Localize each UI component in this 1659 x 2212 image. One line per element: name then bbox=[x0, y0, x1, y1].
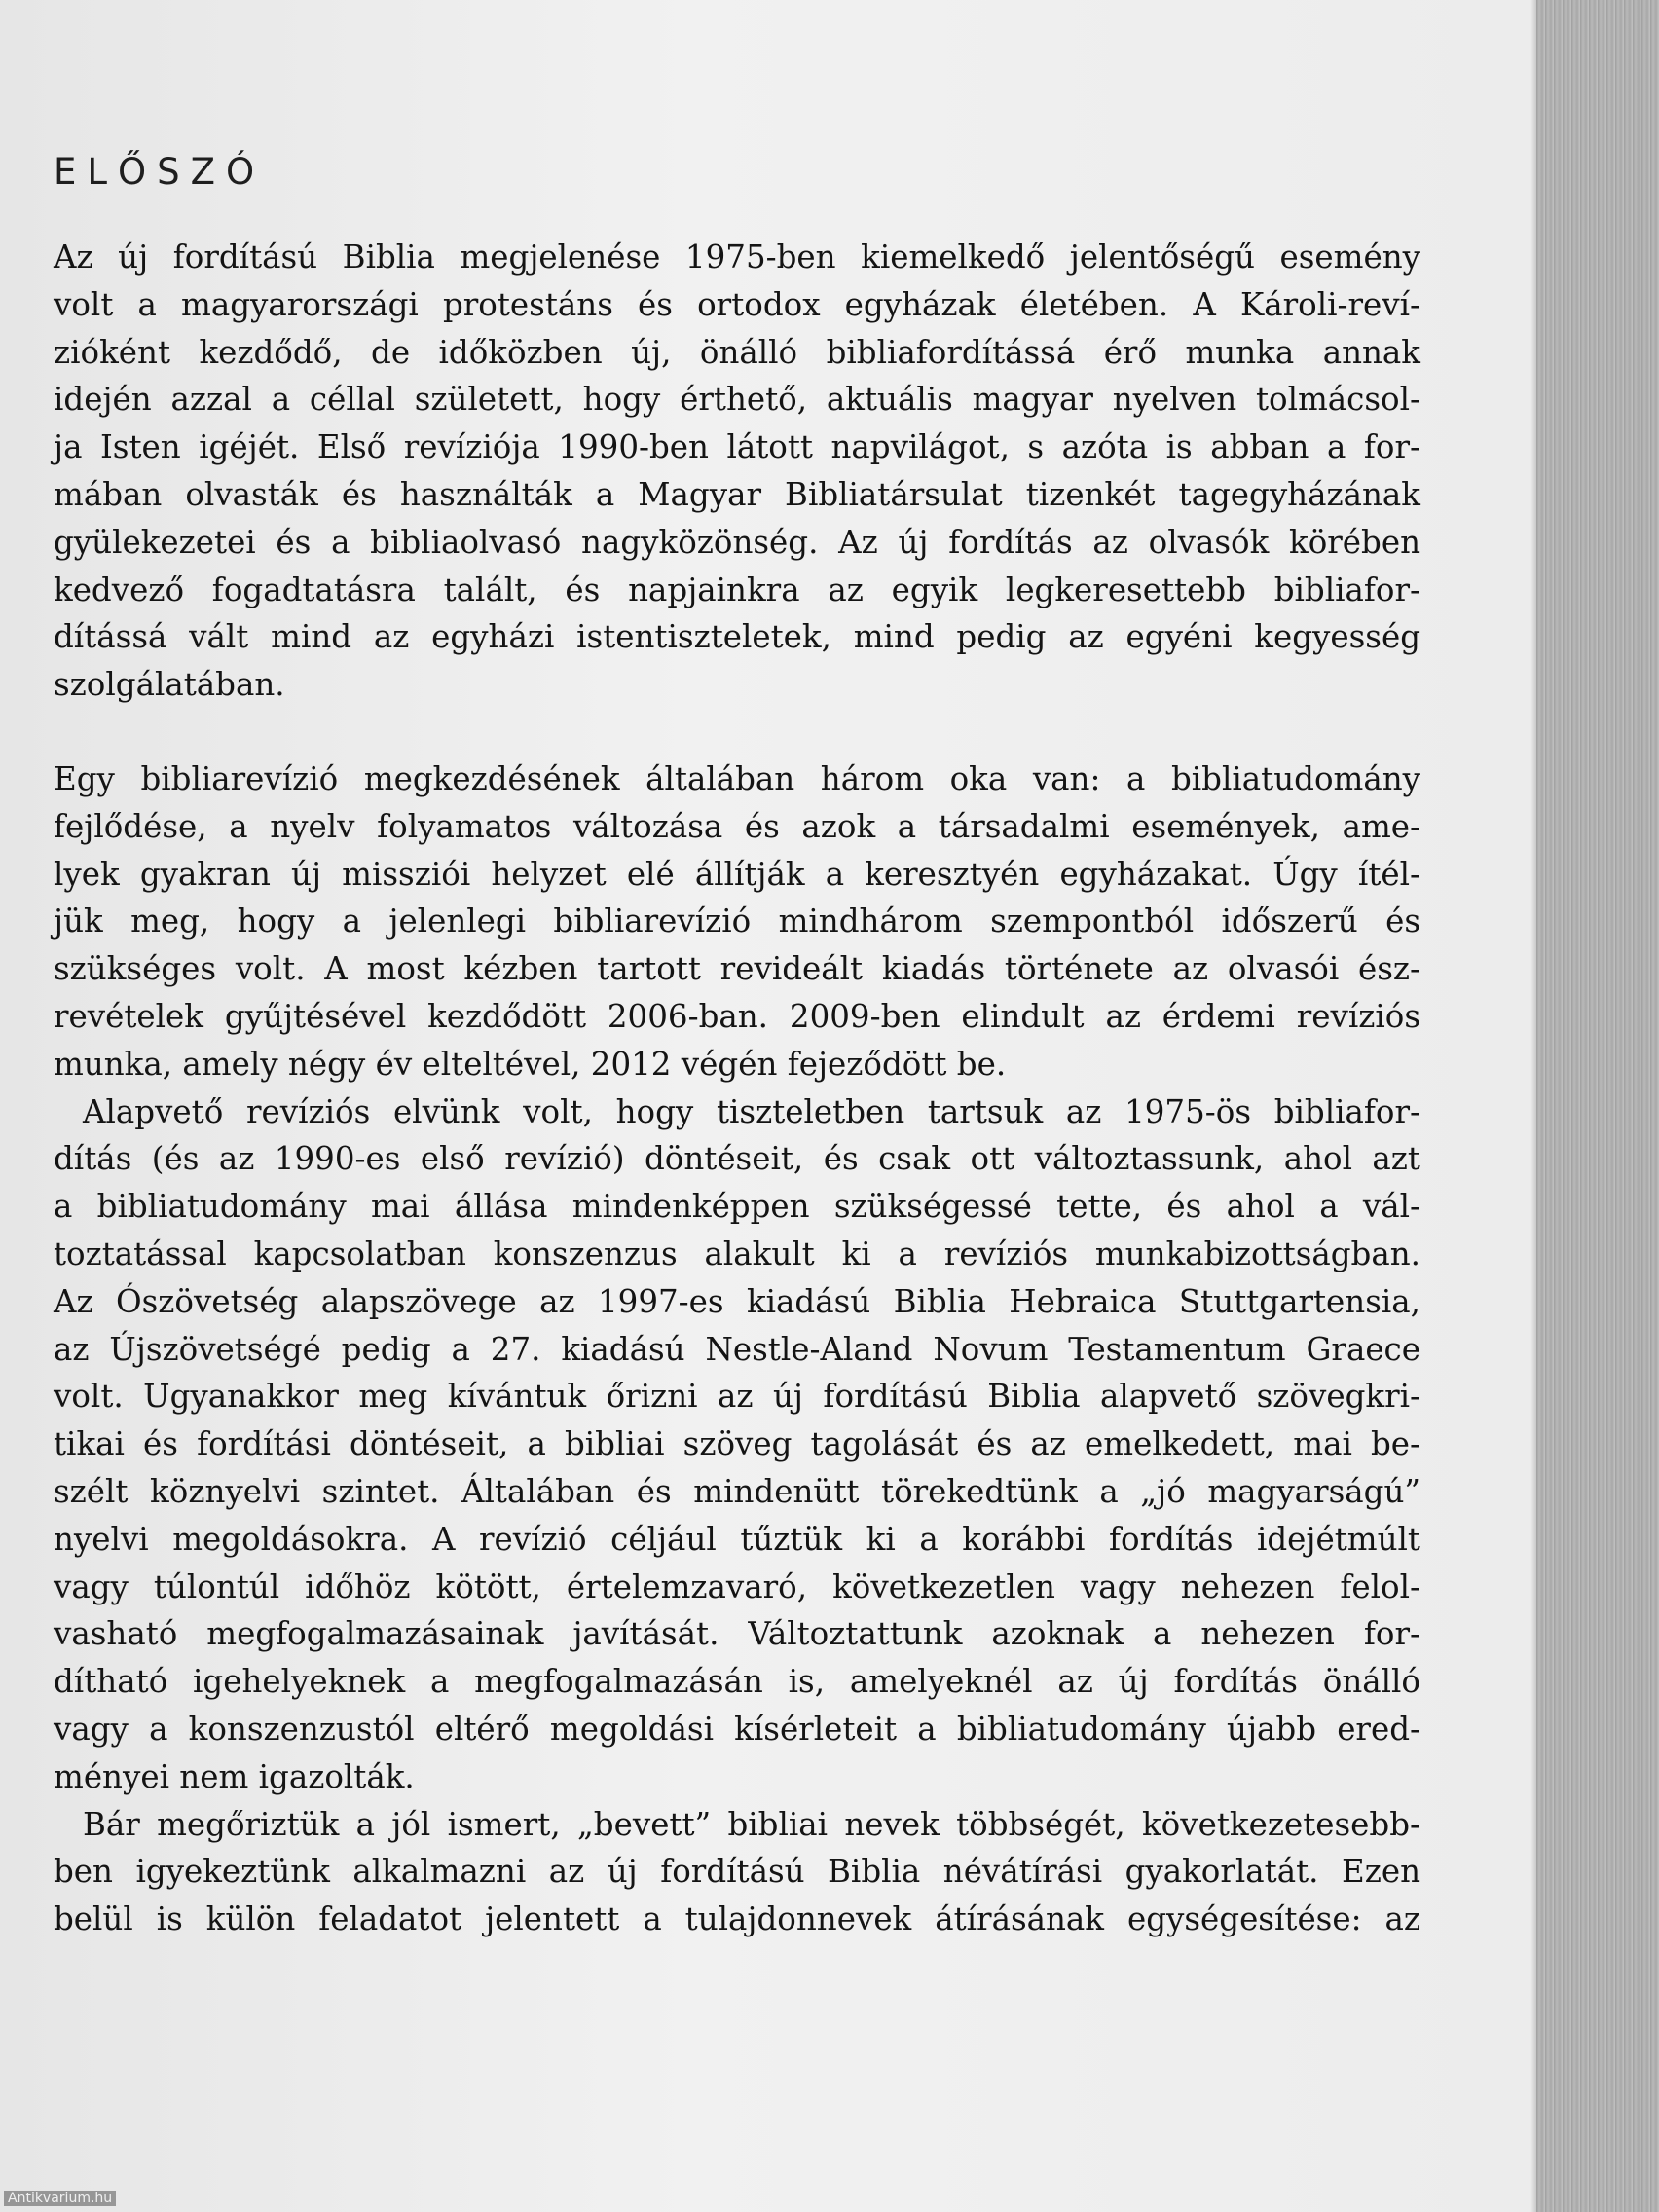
text-line: a bibliatudomány mai állása mindenképpen szükségessé tette, és ahol a vál- bbox=[54, 1188, 1420, 1226]
text-line: dítható igehelyeknek a megfogalmazásán is, amelyeknél az új fordítás önálló bbox=[54, 1663, 1420, 1701]
text-line: zióként kezdődő, de időközben új, önálló bibliafordítássá érő munka annak bbox=[54, 333, 1420, 371]
preface-text bbox=[54, 234, 1420, 1943]
text-line: szélt köznyelvi szintet. Általában és mindenütt törekedtünk a „jó magyarságú” bbox=[54, 1472, 1420, 1510]
text-line: idején azzal a céllal született, hogy érthető, aktuális magyar nyelven tolmácsol- bbox=[54, 381, 1420, 419]
text-line: vagy túlontúl időhöz kötött, értelemzavaró, következetlen vagy nehezen felol- bbox=[54, 1567, 1420, 1605]
text-line: kedvező fogadtatásra talált, és napjainkra az egyik legkeresettebb bibliafor- bbox=[54, 571, 1420, 608]
text-line: toztatással kapcsolatban konszenzus alakult ki a revíziós munkabizottságban. bbox=[54, 1235, 1420, 1272]
text-line: az Újszövetségé pedig a 27. kiadású Nestle-Aland Novum Testamentum Graece bbox=[54, 1330, 1420, 1368]
text-line: volt. Ugyanakkor meg kívántuk őrizni az új fordítású Biblia alapvető szövegkri- bbox=[54, 1378, 1420, 1416]
text-line: dítás (és az 1990-es első revízió) döntéseit, és csak ott változtassunk, ahol azt bbox=[54, 1140, 1420, 1178]
paragraph-gap bbox=[54, 709, 1420, 756]
paragraph bbox=[54, 234, 1420, 709]
text-line: vasható megfogalmazásainak javítását. Változtattunk azoknak a nehezen for- bbox=[54, 1615, 1420, 1653]
text-line: vagy a konszenzustól eltérő megoldási kísérleteit a bibliatudomány újabb ered- bbox=[54, 1710, 1420, 1748]
text-line: Egy bibliarevízió megkezdésének általában három oka van: a bibliatudomány bbox=[54, 759, 1420, 797]
show-through-text bbox=[935, 27, 1519, 173]
page-title: ELŐSZÓ bbox=[54, 151, 266, 193]
text-line: jük meg, hogy a jelenlegi bibliarevízió mindhárom szempontból időszerű és bbox=[54, 903, 1420, 940]
text-line: belül is külön feladatot jelentett a tulajdonnevek átírásának egységesítése: az bbox=[54, 1900, 1420, 1938]
page-edges bbox=[1536, 0, 1659, 2212]
text-line: ja Isten igéjét. Első revíziója 1990-ben látott napvilágot, s azóta is abban a for- bbox=[54, 428, 1420, 466]
text-line: lyek gyakran új missziói helyzet elé állítják a keresztyén egyházakat. Úgy ítél- bbox=[54, 855, 1420, 893]
text-line: tikai és fordítási döntéseit, a bibliai szöveg tagolását és az emelkedett, mai be- bbox=[54, 1425, 1420, 1463]
text-line: ben igyekeztünk alkalmazni az új fordítású Biblia névátírási gyakorlatát. Ezen bbox=[54, 1853, 1420, 1891]
text-line: Bár megőriztük a jól ismert, „bevett” bibliai nevek többségét, következetesebb- bbox=[83, 1805, 1420, 1843]
watermark: Antikvarium.hu bbox=[4, 2191, 116, 2206]
text-line: mában olvasták és használták a Magyar Bibliatársulat tizenkét tagegyházának bbox=[54, 475, 1420, 513]
text-line: ményei nem igazolták. bbox=[54, 1757, 415, 1795]
text-line: munka, amely négy év elteltével, 2012 végén fejeződött be. bbox=[54, 1045, 1007, 1083]
text-line: fejlődése, a nyelv folyamatos változása és azok a társadalmi események, ame- bbox=[54, 807, 1420, 845]
paragraph bbox=[54, 1801, 1420, 1943]
text-line: szükséges volt. A most kézben tartott revideált kiadás története az olvasói ész- bbox=[54, 950, 1420, 988]
text-line: Az új fordítású Biblia megjelenése 1975-ben kiemelkedő jelentőségű esemény bbox=[54, 239, 1420, 276]
text-line: dítássá vált mind az egyházi istentiszteletek, mind pedig az egyéni kegyesség bbox=[54, 618, 1420, 656]
text-line: gyülekezetei és a bibliaolvasó nagyközönség. Az új fordítás az olvasók körében bbox=[54, 523, 1420, 561]
text-line: nyelvi megoldásokra. A revízió céljául tűztük ki a korábbi fordítás idejétmúlt bbox=[54, 1520, 1420, 1558]
paragraph bbox=[54, 756, 1420, 1088]
text-line: volt a magyarországi protestáns és ortodox egyházak életében. A Károli-reví- bbox=[54, 285, 1420, 323]
text-line: Az Ószövetség alapszövege az 1997-es kiadású Biblia Hebraica Stuttgartensia, bbox=[54, 1282, 1420, 1320]
paragraph bbox=[54, 1088, 1420, 1801]
text-line: revételek gyűjtésével kezdődött 2006-ban. 2009-ben elindult az érdemi revíziós bbox=[54, 997, 1420, 1035]
text-line: szolgálatában. bbox=[54, 666, 285, 704]
text-line: Alapvető revíziós elvünk volt, hogy tiszteletben tartsuk az 1975-ös bibliafor- bbox=[83, 1092, 1420, 1130]
